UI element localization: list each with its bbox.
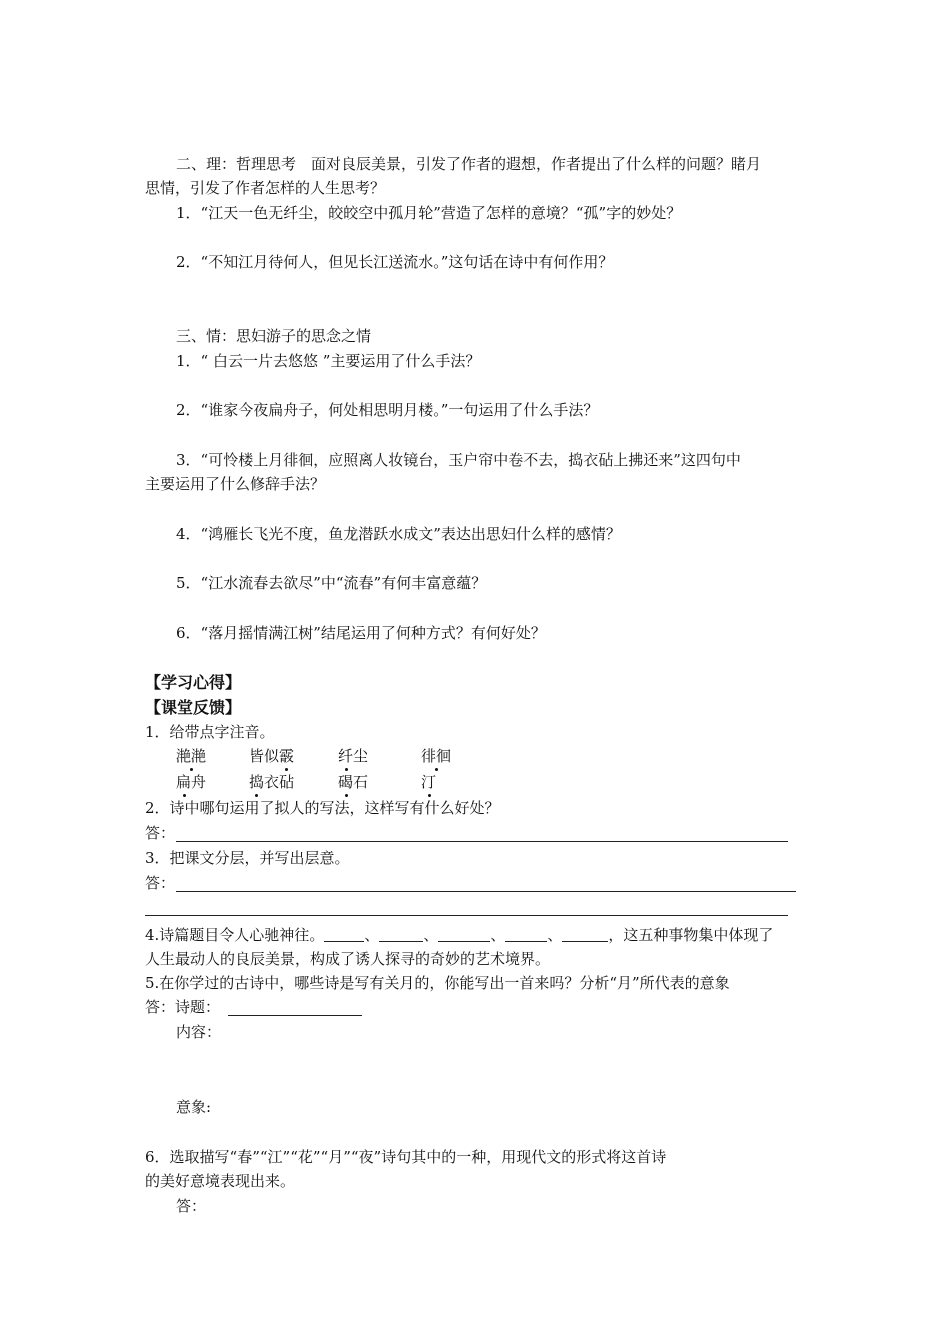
pinyin-word: 捣衣砧 (249, 772, 294, 792)
poem-title-line[interactable] (228, 1015, 362, 1016)
answer-line[interactable] (176, 841, 788, 842)
fill-blank[interactable] (324, 927, 364, 942)
answer-label: 答： (176, 1197, 207, 1215)
fill-blank[interactable] (379, 927, 423, 942)
pinyin-word: 徘徊 (421, 746, 451, 766)
section2-heading-line1: 二、理：哲理思考 面对良辰美景，引发了作者的遐想，作者提出了什么样的问题？睹月 (176, 155, 762, 173)
emphasis-dot (345, 794, 348, 797)
answer-line[interactable] (145, 915, 788, 916)
feedback-question-6-line2: 的美好意境表现出来。 (145, 1172, 296, 1190)
feedback-heading: 【课堂反馈】 (145, 698, 242, 717)
emphasis-dot (183, 794, 186, 797)
poem-content-label: 内容： (176, 1023, 222, 1041)
emphasis-dot (435, 768, 438, 771)
emphasis-dot (285, 768, 288, 771)
answer-line[interactable] (176, 891, 796, 892)
emphasis-dot (345, 768, 348, 771)
section2-heading-line2: 思情，引发了作者怎样的人生思考？ (145, 179, 386, 197)
pinyin-word: 滟滟 (176, 746, 206, 766)
feedback-question-1: 1．给带点字注音。 (145, 723, 275, 741)
emphasis-dot (428, 794, 431, 797)
section3-question-3-line1: 3．“可怜楼上月徘徊，应照离人妆镜台，玉户帘中卷不去，捣衣砧上拂还来”这四句中 (176, 451, 741, 469)
feedback-question-4-line2: 人生最动人的良辰美景，构成了诱人探寻的奇妙的艺术境界。 (145, 950, 551, 968)
feedback-question-5: 5.在你学过的古诗中，哪些诗是写有关月的，你能写出一首来吗？分析“月”所代表的意象 (145, 974, 730, 992)
answer-label: 答： (145, 874, 176, 892)
section3-question-2: 2．“谁家今夜扁舟子，何处相思明月楼。”一句运用了什么手法？ (176, 401, 599, 419)
section3-question-6: 6．“落月摇情满江树”结尾运用了何种方式？有何好处？ (176, 624, 546, 642)
answer-label: 答： (145, 824, 176, 842)
section3-heading: 三、情：思妇游子的思念之情 (176, 327, 372, 345)
study-notes-heading: 【学习心得】 (145, 673, 242, 692)
poem-title-label: 答：诗题： (145, 998, 221, 1016)
feedback-question-4-line1: 4.诗篇题目令人心驰神往。 、 、 、 、 ，这五种事物集中体现了 (145, 926, 774, 944)
pinyin-word: 汀 (421, 772, 436, 792)
feedback-question-2: 2．诗中哪句运用了拟人的写法，这样写有什么好处？ (145, 799, 500, 817)
section2-question-2: 2．“不知江月待何人，但见长江送流水。”这句话在诗中有何作用？ (176, 253, 614, 271)
section3-question-4: 4．“鸿雁长飞光不度，鱼龙潜跃水成文”表达出思妇什么样的感情？ (176, 525, 621, 543)
feedback-question-6-line1: 6．选取描写“春”“江”“花”“月”“夜”诗句其中的一种，用现代文的形式将这首诗 (145, 1148, 667, 1166)
pinyin-word: 纤尘 (338, 746, 368, 766)
section3-question-3-line2: 主要运用了什么修辞手法？ (145, 475, 326, 493)
feedback-question-3: 3．把课文分层，并写出层意。 (145, 849, 350, 867)
section3-question-1: 1．“ 白云一片去悠悠 ”主要运用了什么手法？ (176, 352, 481, 370)
pinyin-word: 皆似霰 (249, 746, 294, 766)
pinyin-word: 碣石 (338, 772, 368, 792)
section2-question-1: 1．“江天一色无纤尘，皎皎空中孤月轮”营造了怎样的意境？“孤”字的妙处？ (176, 204, 682, 222)
section3-question-5: 5．“江水流春去欲尽”中“流春”有何丰富意蕴？ (176, 574, 487, 592)
emphasis-dot (190, 768, 193, 771)
fill-blank[interactable] (505, 927, 547, 942)
emphasis-dot (255, 794, 258, 797)
poem-image-label: 意象: (176, 1098, 212, 1116)
pinyin-word: 扁舟 (176, 772, 206, 792)
fill-blank[interactable] (562, 927, 608, 942)
fill-blank[interactable] (438, 927, 490, 942)
